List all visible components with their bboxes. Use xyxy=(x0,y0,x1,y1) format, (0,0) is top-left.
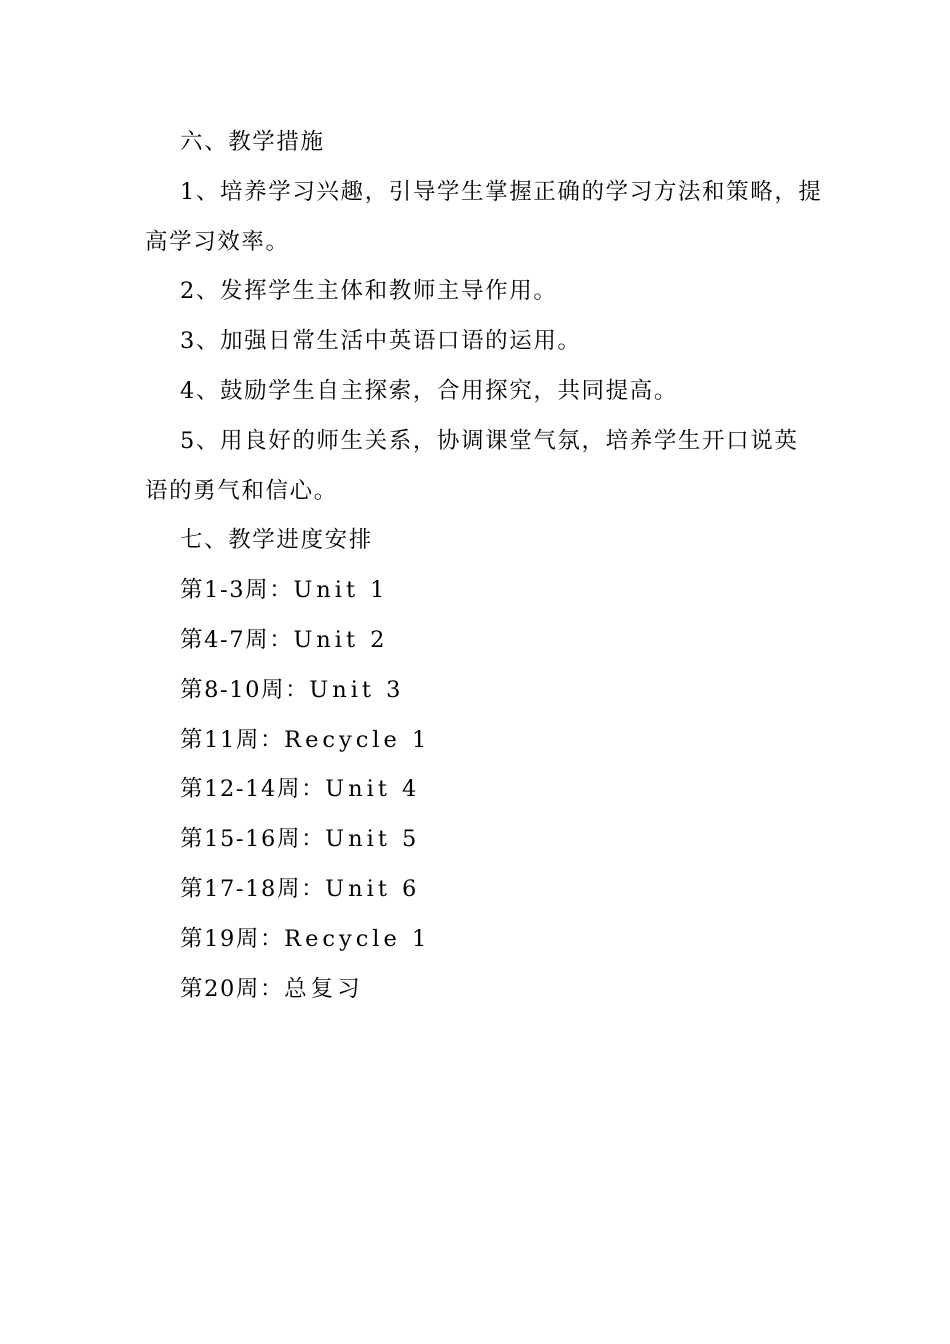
schedule-row xyxy=(145,915,835,965)
schedule-content: Recycle 1 xyxy=(284,925,431,952)
schedule-week: 第4-7周： xyxy=(180,626,294,653)
schedule-content: Unit 5 xyxy=(325,826,421,853)
schedule-week: 第19周： xyxy=(180,925,285,952)
schedule-row xyxy=(145,965,835,1015)
schedule-week: 第17-18周： xyxy=(180,875,326,902)
schedule-content: 总复习 xyxy=(284,975,364,1002)
schedule-week: 第15-16周： xyxy=(180,826,326,853)
schedule-week: 第1-3周： xyxy=(180,577,294,604)
section-heading-measures: 六、教学措施 xyxy=(180,129,325,155)
schedule-week: 第12-14周： xyxy=(180,776,326,803)
schedule-row xyxy=(145,765,835,815)
measure-item-5: 5、用良好的师生关系，协调课堂气氛，培养学生开口说英语的勇气和信心。 xyxy=(145,427,799,504)
schedule-content: Unit 6 xyxy=(325,875,421,902)
document-body xyxy=(145,118,835,1014)
schedule-content: Unit 1 xyxy=(293,577,389,604)
measure-item-1: 1、培养学习兴趣，引导学生掌握正确的学习方法和策略，提高学习效率。 xyxy=(145,178,823,255)
schedule-content: Unit 3 xyxy=(309,676,405,703)
measure-item-2: 2、发挥学生主体和教师主导作用。 xyxy=(180,278,558,305)
schedule-week: 第11周： xyxy=(180,726,285,753)
schedule-row xyxy=(145,666,835,716)
schedule-row xyxy=(145,566,835,616)
schedule-row xyxy=(145,815,835,865)
schedule-content: Unit 4 xyxy=(325,776,421,803)
schedule-week: 第20周： xyxy=(180,975,285,1002)
measure-item-3: 3、加强日常生活中英语口语的运用。 xyxy=(180,328,582,355)
schedule-content: Recycle 1 xyxy=(284,726,431,753)
schedule-row xyxy=(145,865,835,915)
schedule-row xyxy=(145,716,835,766)
schedule-row xyxy=(145,616,835,666)
measure-item-4: 4、鼓励学生自主探索，合用探究，共同提高。 xyxy=(180,377,678,404)
schedule-week: 第8-10周： xyxy=(180,676,310,703)
schedule-content: Unit 2 xyxy=(293,626,389,653)
section-heading-schedule: 七、教学进度安排 xyxy=(180,527,373,554)
